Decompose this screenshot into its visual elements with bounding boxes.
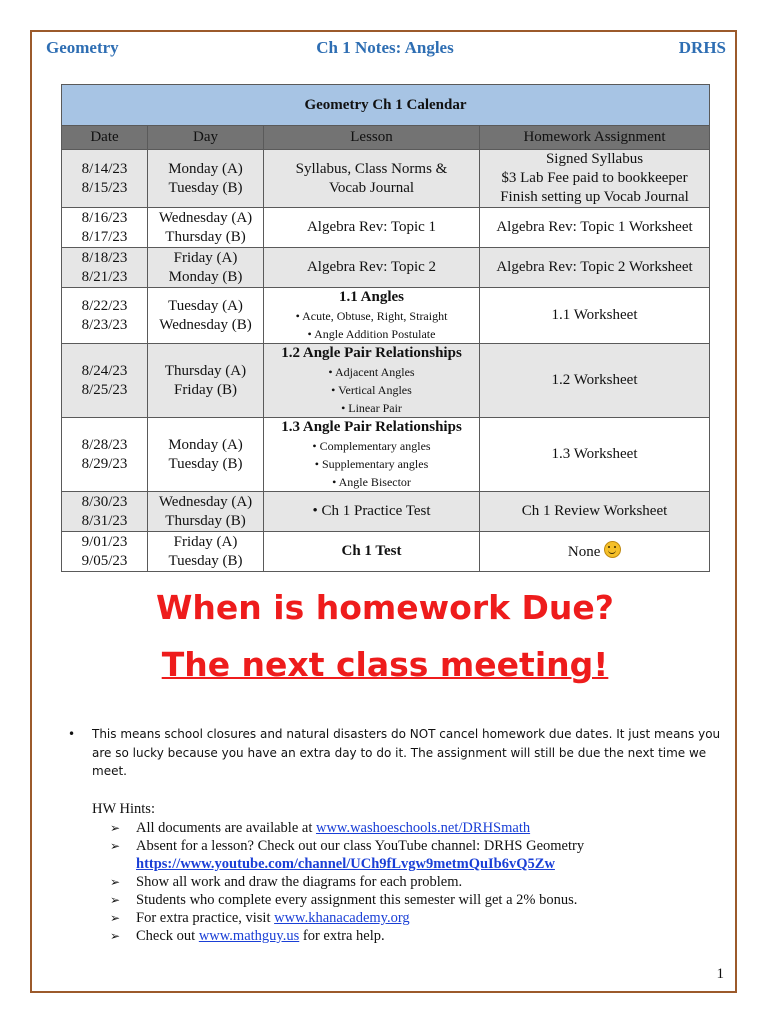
homework-cell: Signed Syllabus $3 Lab Fee paid to bookkeeper Finish setting up Vocab Journal — [480, 150, 710, 208]
header-school: DRHS — [678, 38, 726, 57]
lesson-bullet: • Acute, Obtuse, Right, Straight — [295, 309, 448, 323]
header-subject: Geometry — [46, 38, 119, 57]
arrow-bullet-icon: ➢ — [110, 821, 121, 835]
smiley-face-icon — [604, 541, 621, 558]
table-row — [62, 532, 710, 572]
arrow-bullet-icon: ➢ — [110, 839, 121, 853]
hw-hints — [92, 800, 732, 945]
mathguy-link[interactable]: www.mathguy.us — [198, 928, 300, 944]
homework-cell: Ch 1 Review Worksheet — [480, 492, 710, 532]
homework-cell: 1.2 Worksheet — [480, 344, 710, 418]
day-cell: Friday (A) Tuesday (B) — [148, 532, 264, 572]
lesson-bullet: • Adjacent Angles — [328, 365, 415, 379]
date-cell: 8/14/23 8/15/23 — [62, 150, 148, 208]
date-cell: 8/30/23 8/31/23 — [62, 492, 148, 532]
lesson-cell: • Ch 1 Practice Test — [264, 492, 480, 532]
lesson-cell: Algebra Rev: Topic 1 — [264, 208, 480, 248]
lesson-bullet: • Vertical Angles — [331, 383, 412, 397]
note-text: This means school closures and natural disasters do NOT cancel homework due dates. It just means you are so lucky because you have an extra day to do it. The assignment will still be due the next time we meet. — [92, 727, 721, 778]
header-title: Ch 1 Notes: Angles — [316, 38, 454, 57]
column-header-lesson: Lesson — [264, 126, 480, 150]
list-item: ➢ For extra practice, visit www.khanacademy.org — [110, 910, 410, 926]
arrow-bullet-icon: ➢ — [110, 875, 121, 889]
column-header-homework: Homework Assignment — [480, 126, 710, 150]
youtube-channel-link[interactable]: https://www.youtube.com/channel/UCh9fLvgw9metmQuIb6vQ5Zw — [136, 856, 555, 872]
table-row — [62, 208, 710, 248]
day-cell: Friday (A) Monday (B) — [148, 248, 264, 288]
lesson-cell: Syllabus, Class Norms & Vocab Journal — [264, 150, 480, 208]
homework-due-answer: The next class meeting! — [161, 645, 609, 684]
day-cell: Thursday (A) Friday (B) — [148, 344, 264, 418]
table-row — [62, 344, 710, 418]
date-cell: 8/28/23 8/29/23 — [62, 418, 148, 492]
list-item: ➢ Show all work and draw the diagrams for each problem. — [110, 874, 463, 890]
homework-policy-note — [68, 725, 728, 781]
list-item: ➢ Check out www.mathguy.us for extra help. — [110, 928, 385, 944]
lesson-cell — [264, 288, 480, 344]
lesson-cell: Algebra Rev: Topic 2 — [264, 248, 480, 288]
table-row — [62, 150, 710, 208]
day-cell: Monday (A) Tuesday (B) — [148, 418, 264, 492]
lesson-cell — [264, 344, 480, 418]
arrow-bullet-icon: ➢ — [110, 911, 121, 925]
lesson-bullet: • Angle Addition Postulate — [307, 327, 436, 341]
day-cell: Wednesday (A) Thursday (B) — [148, 208, 264, 248]
lesson-title: 1.1 Angles — [338, 289, 404, 305]
day-cell: Tuesday (A) Wednesday (B) — [148, 288, 264, 344]
table-row — [62, 418, 710, 492]
date-cell: 8/16/23 8/17/23 — [62, 208, 148, 248]
lesson-bullet: • Linear Pair — [341, 401, 402, 415]
date-cell: 8/24/23 8/25/23 — [62, 344, 148, 418]
list-item: ➢ All documents are available at www.washoeschools.net/DRHSmath — [110, 820, 531, 836]
lesson-bullet: • Supplementary angles — [314, 457, 429, 471]
table-row — [62, 492, 710, 532]
arrow-bullet-icon: ➢ — [110, 893, 121, 907]
homework-cell: Algebra Rev: Topic 1 Worksheet — [480, 208, 710, 248]
date-cell: 9/01/23 9/05/23 — [62, 532, 148, 572]
calendar-table — [61, 84, 710, 572]
homework-due-question: When is homework Due? — [156, 588, 614, 627]
table-row — [62, 248, 710, 288]
list-item: ➢ Absent for a lesson? Check out our class YouTube channel: DRHS Geometry https://www.youtube.com/channel/UCh9fLvgw9metmQuIb6vQ5Zw — [110, 838, 585, 872]
washoe-schools-link[interactable]: www.washoeschools.net/DRHSmath — [315, 820, 531, 836]
hints-list — [92, 819, 732, 945]
column-header-day: Day — [148, 126, 264, 150]
day-cell: Wednesday (A) Thursday (B) — [148, 492, 264, 532]
list-item: ➢ Students who complete every assignment this semester will get a 2% bonus. — [110, 892, 578, 908]
lesson-title: 1.3 Angle Pair Relationships — [281, 419, 462, 435]
arrow-bullet-icon: ➢ — [110, 929, 121, 943]
hints-title: HW Hints: — [92, 801, 155, 817]
column-header-date: Date — [62, 126, 148, 150]
homework-cell: 1.3 Worksheet — [480, 418, 710, 492]
day-cell: Monday (A) Tuesday (B) — [148, 150, 264, 208]
table-row — [62, 288, 710, 344]
page-number: 1 — [716, 966, 724, 982]
lesson-title: 1.2 Angle Pair Relationships — [281, 345, 462, 361]
calendar-title: Geometry Ch 1 Calendar — [62, 85, 710, 126]
lesson-bullet: • Angle Bisector — [332, 475, 411, 489]
khan-academy-link[interactable]: www.khanacademy.org — [274, 910, 410, 926]
lesson-bullet: • Complementary angles — [312, 439, 431, 453]
bullet-icon: • — [68, 727, 76, 741]
date-cell: 8/22/23 8/23/23 — [62, 288, 148, 344]
lesson-cell: Ch 1 Test — [264, 532, 480, 572]
homework-cell: None — [480, 532, 710, 572]
date-cell: 8/18/23 8/21/23 — [62, 248, 148, 288]
lesson-cell — [264, 418, 480, 492]
homework-cell: Algebra Rev: Topic 2 Worksheet — [480, 248, 710, 288]
homework-cell: 1.1 Worksheet — [480, 288, 710, 344]
